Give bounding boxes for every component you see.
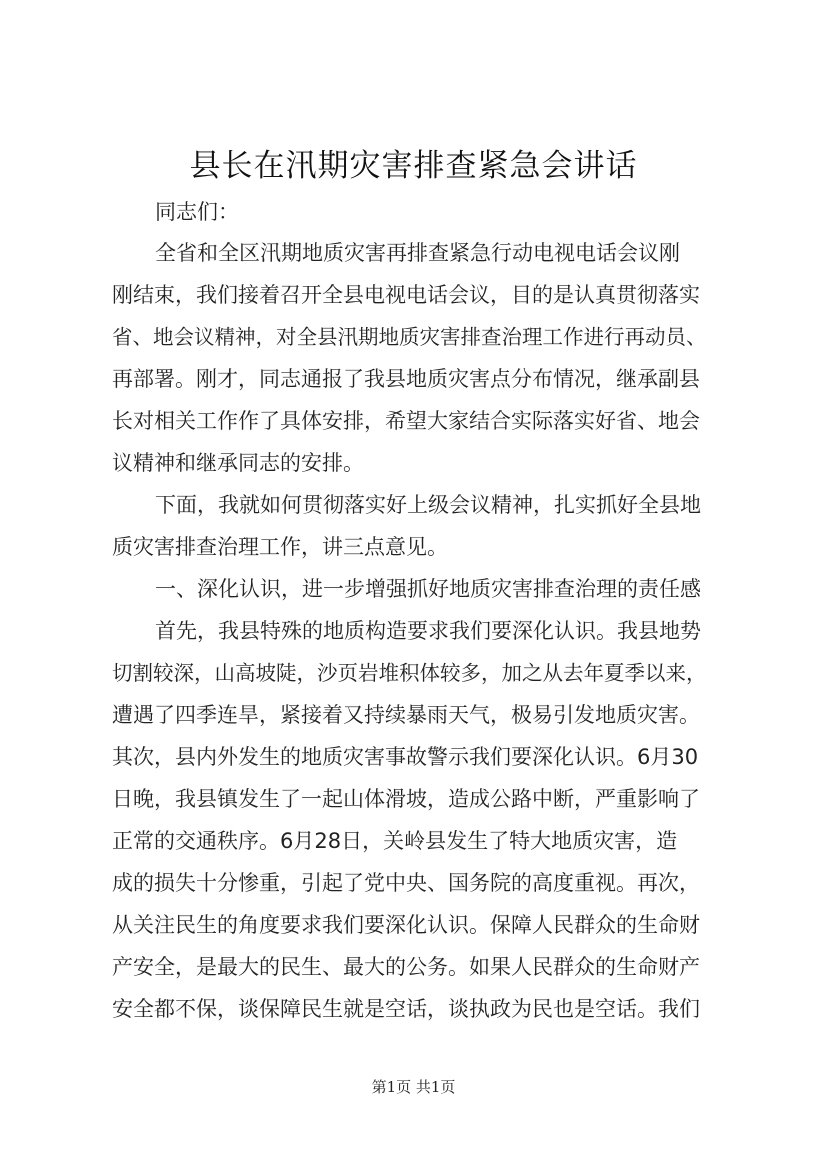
paragraph-line: 其次，县内外发生的地质灾害事故警示我们要深化认识。6月30 [112, 745, 699, 769]
page-footer: 第1页 共1页 [371, 1078, 456, 1096]
paragraph-line: 遭遇了四季连旱，紧接着又持续暴雨天气，极易引发地质灾害。 [112, 703, 700, 727]
paragraph-line: 下面，我就如何贯彻落实好上级会议精神，扎实抓好全县地 [155, 493, 701, 517]
paragraph-line: 质灾害排查治理工作，讲三点意见。 [112, 535, 448, 559]
paragraph-line: 产安全，是最大的民生、最大的公务。如果人民群众的生命财产 [112, 955, 700, 979]
section-heading: 一、深化认识，进一步增强抓好地质灾害排查治理的责任感 [155, 577, 701, 601]
paragraph-line: 省、地会议精神，对全县汛期地质灾害排查治理工作进行再动员、 [112, 325, 707, 349]
paragraph-line: 成的损失十分惨重，引起了党中央、国务院的高度重视。再次， [112, 871, 700, 895]
paragraph-line: 全省和全区汛期地质灾害再排查紧急行动电视电话会议刚 [155, 241, 680, 265]
paragraph-line: 从关注民生的角度要求我们要深化认识。保障人民群众的生命财 [112, 913, 700, 937]
paragraph-line: 日晚，我县镇发生了一起山体滑坡，造成公路中断，严重影响了 [112, 787, 700, 811]
paragraph-line: 安全都不保，谈保障民生就是空话，谈执政为民也是空话。我们 [112, 997, 700, 1021]
document-title: 县长在汛期灾害排查紧急会讲话 [189, 148, 638, 184]
paragraph-line: 长对相关工作作了具体安排，希望大家结合实际落实好省、地会 [112, 409, 700, 433]
paragraph-line: 正常的交通秩序。6月28日，关岭县发生了特大地质灾害，造 [112, 829, 678, 853]
salutation-line: 同志们： [155, 200, 239, 224]
paragraph-line: 刚结束，我们接着召开全县电视电话会议，目的是认真贯彻落实 [112, 283, 700, 307]
paragraph-line: 议精神和继承同志的安排。 [112, 451, 364, 475]
paragraph-line: 首先，我县特殊的地质构造要求我们要深化认识。我县地势 [155, 619, 701, 643]
paragraph-line: 再部署。刚才，同志通报了我县地质灾害点分布情况，继承副县 [112, 367, 700, 391]
paragraph-line: 切割较深，山高坡陡，沙页岩堆积体较多，加之从去年夏季以来， [112, 661, 707, 685]
